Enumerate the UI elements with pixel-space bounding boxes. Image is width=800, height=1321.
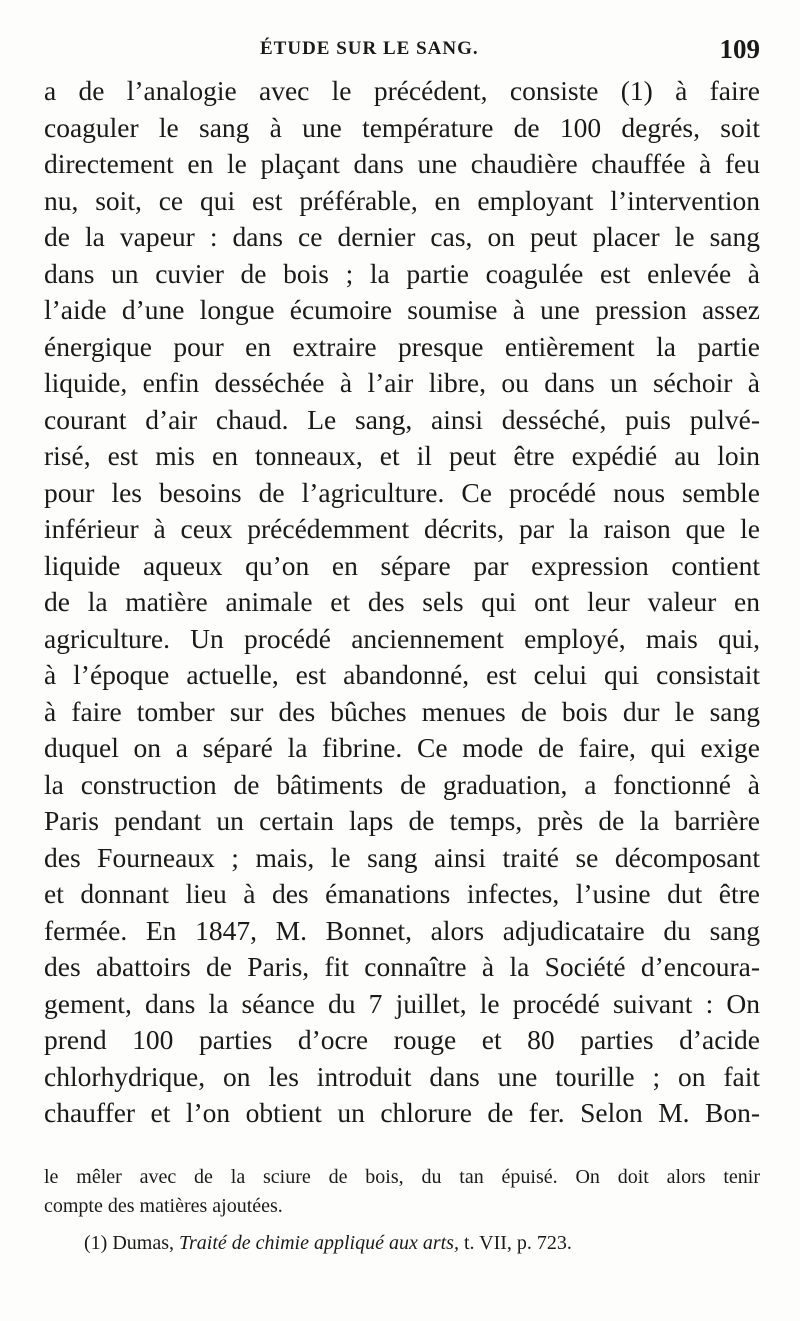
text-line: Paris pendant un certain laps de temps, près de la barrière (44, 805, 760, 836)
text-line: la construction de bâtiments de graduation, a fonctionné à (44, 768, 760, 800)
text-line: liquide, enfin desséchée à l’air libre, ou dans un séchoir à (44, 367, 760, 398)
body-text (44, 73, 760, 1132)
text-line: duquel on a séparé la fibrine. Ce mode de faire, qui exige (44, 732, 760, 763)
text-line: fermée. En 1847, M. Bonnet, alors adjudicataire du sang (44, 914, 760, 946)
text-line: risé, est mis en tonneaux, et il peut être expédié au loin (44, 440, 760, 471)
text-line: courant d’air chaud. Le sang, ainsi desséché, puis pulvé- (44, 403, 760, 435)
footnote-location: t. VII, p. 723. (463, 1232, 572, 1254)
running-head (0, 32, 800, 68)
text-line: des abattoirs de Paris, fit connaître à la Société d’encoura- (44, 951, 760, 982)
text-line: prend 100 parties d’ocre rouge et 80 parties d’acide (44, 1024, 760, 1055)
page-number: 109 (719, 34, 760, 64)
footnote-continuation-line: compte des matières ajoutées. (44, 1195, 283, 1217)
text-line: a de l’analogie avec le précédent, consiste (1) à faire (44, 75, 760, 106)
text-line: inférieur à ceux précédemment décrits, par la raison que le (44, 513, 760, 544)
running-title: ÉTUDE SUR LE SANG. (260, 38, 479, 59)
text-line: nu, soit, ce qui est préférable, en employant l’intervention (44, 184, 760, 216)
text-line: pour les besoins de l’agriculture. Ce procédé nous semble (44, 476, 760, 508)
text-line: dans un cuvier de bois ; la partie coagulée est enlevée à (44, 257, 760, 289)
text-line: à l’époque actuelle, est abandonné, est celui qui consistait (44, 659, 760, 690)
text-line: énergique pour en extraire presque entièrement la partie (44, 330, 760, 362)
footnote-reference (44, 1229, 760, 1258)
text-line: liquide aqueux qu’on en sépare par expression contient (44, 549, 760, 581)
text-line: chlorhydrique, on les introduit dans une tourille ; on fait (44, 1060, 760, 1092)
text-line: gement, dans la séance du 7 juillet, le procédé suivant : On (44, 987, 760, 1019)
footnote-marker: (1) Dumas, (84, 1232, 174, 1254)
text-line: des Fourneaux ; mais, le sang ainsi traité se décomposant (44, 841, 760, 873)
text-line: chauffer et l’on obtient un chlorure de fer. Selon M. Bon- (44, 1097, 760, 1128)
footnotes (44, 1163, 760, 1258)
text-line: de la matière animale et des sels qui ont leur valeur en (44, 586, 760, 617)
text-line: de la vapeur : dans ce dernier cas, on peut placer le sang (44, 221, 760, 252)
text-line: directement en le plaçant dans une chaudière chauffée à feu (44, 148, 760, 179)
text-line: et donnant lieu à des émanations infectes, l’usine dut être (44, 878, 760, 909)
footnote-continuation-line: le mêler avec de la sciure de bois, du tan épuisé. On doit alors tenir (44, 1166, 760, 1188)
text-line: l’aide d’une longue écumoire soumise à une pression assez (44, 294, 760, 325)
text-line: coaguler le sang à une température de 100 degrés, soit (44, 111, 760, 143)
text-line: à faire tomber sur des bûches menues de bois dur le sang (44, 695, 760, 727)
footnote-work-title: Traité de chimie appliqué aux arts, (178, 1232, 459, 1254)
text-line: agriculture. Un procédé anciennement employé, mais qui, (44, 622, 760, 654)
